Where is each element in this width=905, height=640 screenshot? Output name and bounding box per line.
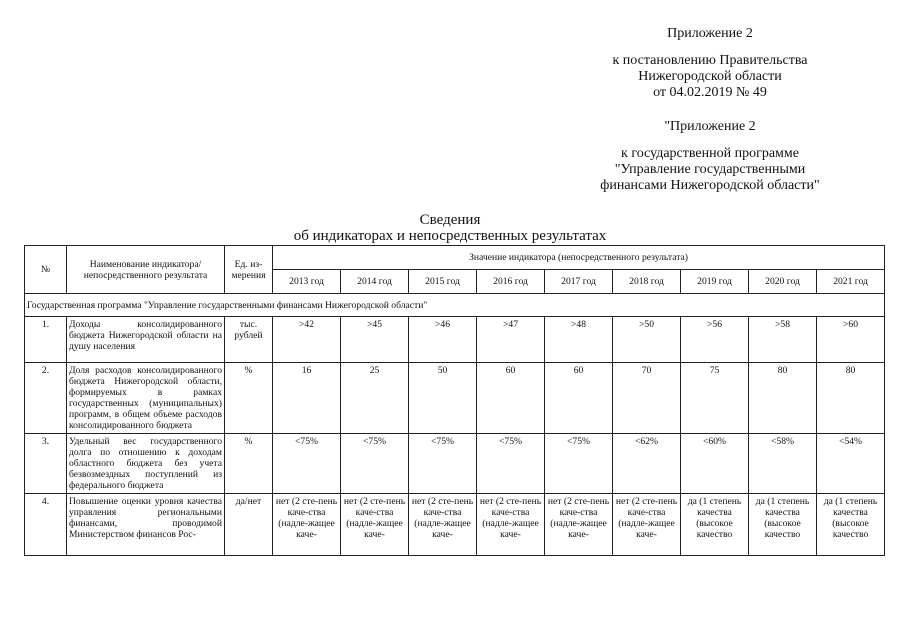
year-header: 2015 год — [409, 270, 477, 294]
year-header: 2013 год — [273, 270, 341, 294]
title-line: об индикаторах и непосредственных результатах — [293, 228, 607, 244]
value-cell: 80 — [817, 363, 885, 434]
value-cell: >50 — [613, 317, 681, 363]
header-unit: Ед. из-мерения — [225, 246, 273, 294]
indicators-table — [24, 245, 885, 556]
value-cell: 60 — [545, 363, 613, 434]
year-header: 2020 год — [749, 270, 817, 294]
header-line: к постановлению Правительства — [612, 53, 808, 68]
value-cell: 60 — [477, 363, 545, 434]
value-cell: >56 — [681, 317, 749, 363]
value-cell: да (1 степень качества (высокое качество — [681, 494, 749, 556]
value-cell: <75% — [477, 434, 545, 494]
title-line: Сведения — [419, 212, 481, 228]
value-cell: нет (2 сте-пень каче-ства (надле-жащее каче- — [409, 494, 477, 556]
table-row — [25, 317, 885, 363]
unit-cell: тыс. рублей — [225, 317, 273, 363]
year-header: 2018 год — [613, 270, 681, 294]
value-cell: 80 — [749, 363, 817, 434]
unit-cell: % — [225, 363, 273, 434]
value-cell: >60 — [817, 317, 885, 363]
table-row — [25, 434, 885, 494]
document-title — [250, 212, 650, 244]
header-number: № — [25, 246, 67, 294]
value-cell: нет (2 сте-пень каче-ства (надле-жащее каче- — [341, 494, 409, 556]
value-cell: <60% — [681, 434, 749, 494]
value-cell: >48 — [545, 317, 613, 363]
header-line: "Управление государственными — [614, 162, 806, 177]
value-cell: да (1 степень качества (высокое качество — [749, 494, 817, 556]
row-number: 2. — [25, 363, 67, 434]
table-row — [25, 494, 885, 556]
approval-header — [560, 26, 860, 194]
value-cell: >46 — [409, 317, 477, 363]
value-cell: <75% — [341, 434, 409, 494]
header-line: от 04.02.2019 № 49 — [653, 85, 767, 100]
value-cell: >45 — [341, 317, 409, 363]
header-line: Приложение 2 — [667, 26, 753, 41]
value-cell: нет (2 сте-пень каче-ства (надле-жащее каче- — [545, 494, 613, 556]
unit-cell: % — [225, 434, 273, 494]
value-cell: <75% — [273, 434, 341, 494]
value-cell: 70 — [613, 363, 681, 434]
value-cell: 75 — [681, 363, 749, 434]
year-header: 2017 год — [545, 270, 613, 294]
indicator-name: Доля расходов консолидированного бюджета Нижегородской области, формируемых в рамках государственных (муниципальных) программ, в общем объеме расходов консолидированного бюджета — [67, 363, 225, 434]
header-line: "Приложение 2 — [664, 119, 756, 134]
year-header: 2021 год — [817, 270, 885, 294]
value-cell: нет (2 сте-пень каче-ства (надле-жащее каче- — [613, 494, 681, 556]
header-line: Нижегородской области — [638, 69, 782, 84]
header-values: Значение индикатора (непосредственного результата) — [273, 246, 885, 270]
value-cell: >47 — [477, 317, 545, 363]
header-line: финансами Нижегородской области" — [600, 178, 820, 193]
value-cell: >42 — [273, 317, 341, 363]
row-number: 1. — [25, 317, 67, 363]
row-number: 3. — [25, 434, 67, 494]
indicator-name: Удельный вес государственного долга по отношению к доходам областного бюджета без учета безвозмездных поступлений из федерального бюджета — [67, 434, 225, 494]
row-number: 4. — [25, 494, 67, 556]
value-cell: 50 — [409, 363, 477, 434]
value-cell: >58 — [749, 317, 817, 363]
value-cell: 25 — [341, 363, 409, 434]
indicator-name: Доходы консолидированного бюджета Нижегородской области на душу населения — [67, 317, 225, 363]
unit-cell: да/нет — [225, 494, 273, 556]
value-cell: нет (2 сте-пень каче-ства (надле-жащее каче- — [273, 494, 341, 556]
value-cell: <58% — [749, 434, 817, 494]
program-row: Государственная программа "Управление государственными финансами Нижегородской области" — [25, 294, 885, 317]
value-cell: <62% — [613, 434, 681, 494]
header-indicator-name: Наименование индикатора/ непосредственного результата — [67, 246, 225, 294]
value-cell: 16 — [273, 363, 341, 434]
year-header: 2014 год — [341, 270, 409, 294]
value-cell: да (1 степень качества (высокое качество — [817, 494, 885, 556]
year-header: 2016 год — [477, 270, 545, 294]
value-cell: нет (2 сте-пень каче-ства (надле-жащее каче- — [477, 494, 545, 556]
table-row — [25, 363, 885, 434]
value-cell: <54% — [817, 434, 885, 494]
indicator-name: Повышение оценки уровня качества управления региональными финансами, проводимой Министерством финансов Рос- — [67, 494, 225, 556]
header-line: к государственной программе — [621, 146, 799, 161]
value-cell: <75% — [545, 434, 613, 494]
value-cell: <75% — [409, 434, 477, 494]
year-header: 2019 год — [681, 270, 749, 294]
